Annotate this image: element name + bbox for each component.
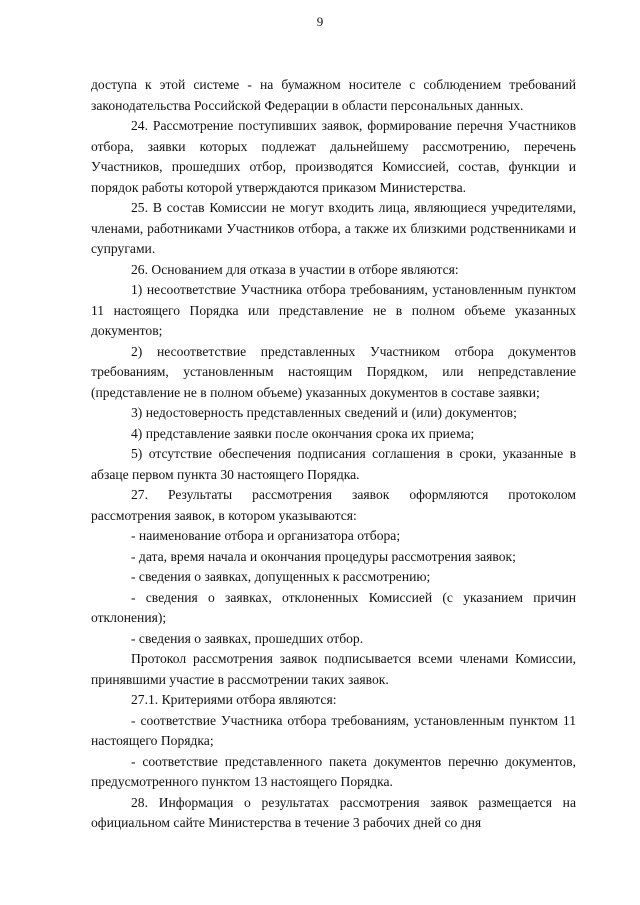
list-item-27-e: - сведения о заявках, прошедших отбор. (131, 630, 364, 646)
list-item-26-2: 2) несоответствие представленных Участником отбора документов требованиям, установленным настоящим Порядком, или непредставление (представление не в полном объеме) указанных документов в составе заявки; (91, 343, 576, 400)
list-item-26-4: 4) представление заявки после окончания срока их приема; (131, 425, 475, 441)
list-item-27-a: - наименование отбора и организатора отбора; (131, 528, 401, 543)
paragraph-26: 26. Основанием для отказа в участии в отборе являются: (131, 261, 459, 277)
paragraph-28: 28. Информация о результатах рассмотрения заявок размещается на официальном сайте Министерства в течение 3 рабочих дней со дня (91, 794, 576, 830)
list-item-26-1: 1) несоответствие Участника отбора требованиям, установленным пунктом 11 настоящего Порядка или представление не в полном объеме указанных документов; (91, 282, 576, 338)
list-item-27-c: - сведения о заявках, допущенных к рассмотрению; (131, 569, 431, 584)
paragraph-continuation: доступа к этой системе - на бумажном носителе с соблюдением требований законодательства Российской Федерации в области персональных данных. (91, 77, 576, 113)
list-item-26-3: 3) недостоверность представленных сведений и (или) документов; (131, 405, 517, 420)
paragraph-24: 24. Рассмотрение поступивших заявок, формирование перечня Участников отбора, заявки которых подлежат дальнейшему рассмотрению, перечень Участников, прошедших отбор, производятся Комиссией, состав, функции и порядок работы которой утверждаются приказом Министерства. (91, 118, 576, 195)
list-item-27-b: - дата, время начала и окончания процедуры рассмотрения заявок; (131, 548, 516, 564)
page-number: 9 (316, 14, 324, 29)
list-item-26-5: 5) отсутствие обеспечения подписания соглашения в сроки, указанные в абзаце первом пункта 30 настоящего Порядка. (91, 446, 576, 482)
list-item-27-1-a: - соответствие Участника отбора требованиям, установленным пунктом 11 настоящего Порядка; (91, 712, 576, 748)
paragraph-27-1: 27.1. Критериями отбора являются: (131, 692, 337, 707)
paragraph-27: 27. Результаты рассмотрения заявок оформляются протоколом рассмотрения заявок, в котором указываются: (91, 487, 576, 523)
paragraph-protocol-signing: Протокол рассмотрения заявок подписывается всеми членами Комиссии, принявшими участие в рассмотрении таких заявок. (91, 651, 576, 687)
list-item-27-1-b: - соответствие представленного пакета документов перечню документов, предусмотренного пунктом 13 настоящего Порядка. (91, 753, 576, 789)
document-body (91, 75, 576, 834)
paragraph-25: 25. В состав Комиссии не могут входить лица, являющиеся учредителями, членами, работниками Участников отбора, а также их близкими родственниками и супругами. (91, 200, 576, 256)
list-item-27-d: - сведения о заявках, отклоненных Комиссией (с указанием причин отклонения); (91, 589, 576, 625)
